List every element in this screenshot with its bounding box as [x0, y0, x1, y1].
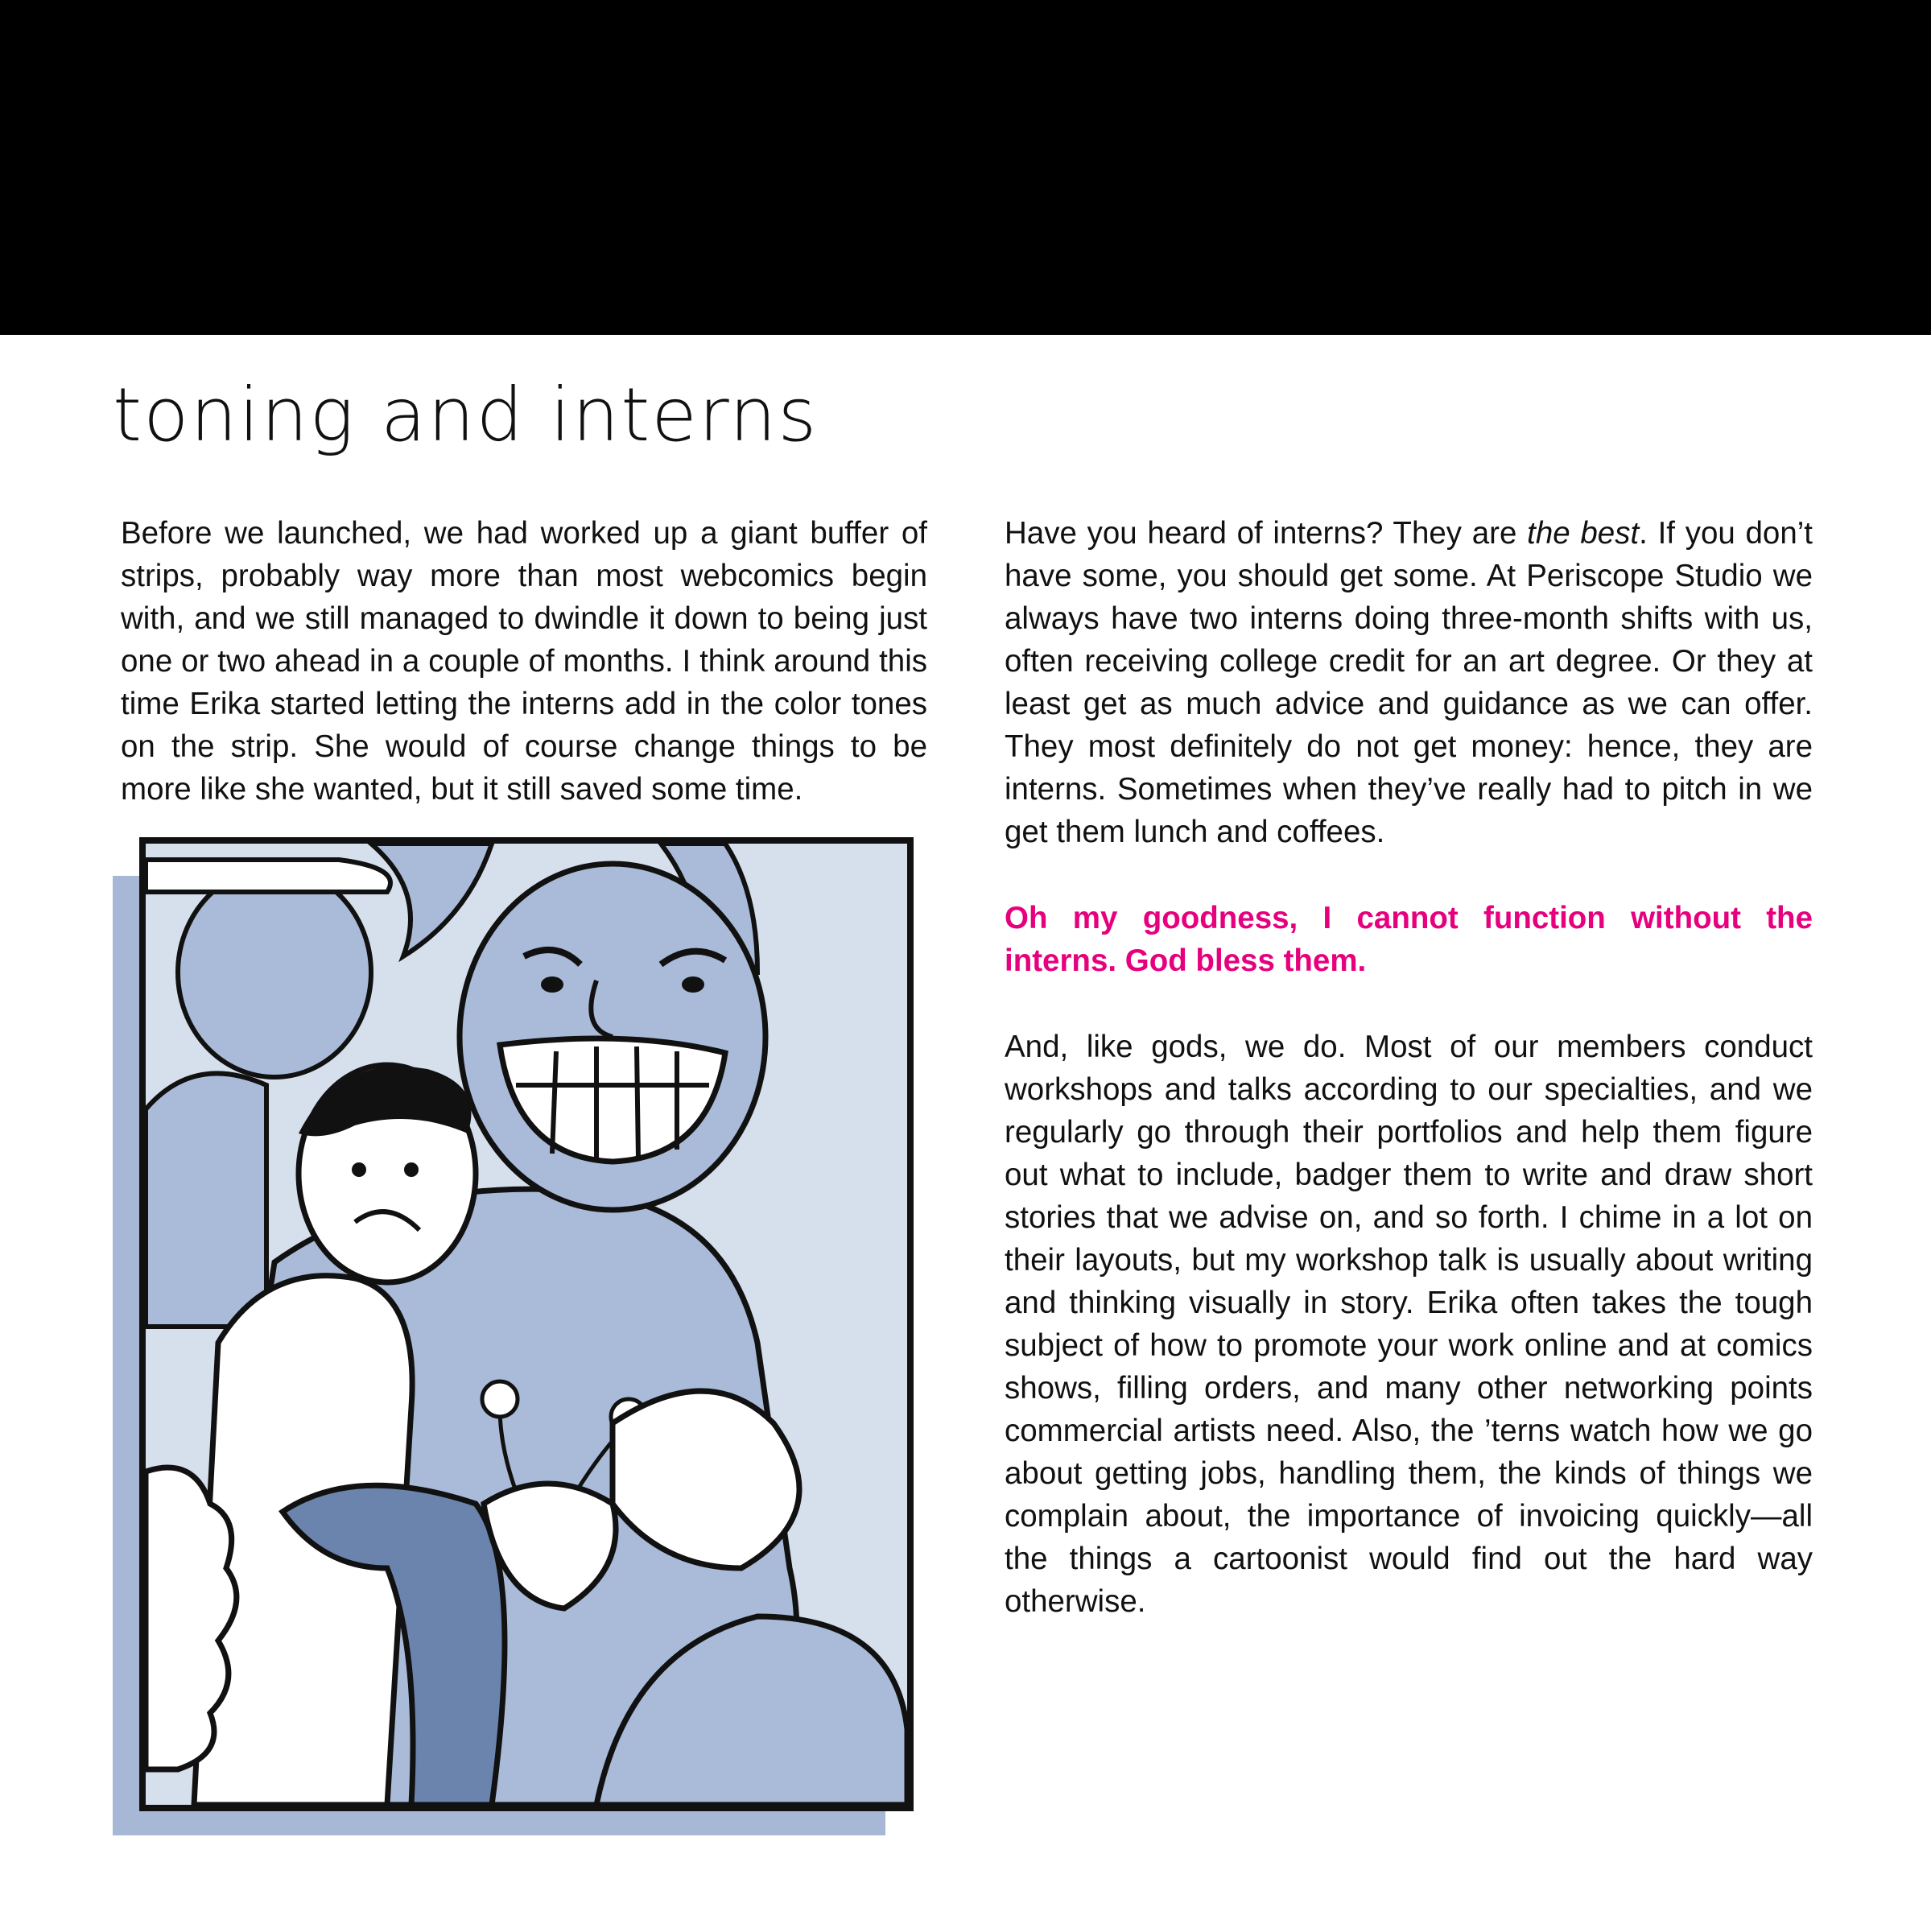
- left-column: [121, 512, 927, 811]
- background-figure-head: [178, 868, 371, 1077]
- paragraph-workshops: And, like gods, we do. Most of our members conduct workshops and talks according to our specialties, and we regularly go through their portfolios and help them figure out what to include, badger them to write and draw short stories that we advise on, and so forth. I chime in a lot on their layouts, but my workshop talk is usually about writing and thinking visually in story. Erika often takes the tough subject of how to promote your work online and at comics shows, filling orders, and many other networking points commercial artists need. Also, the ’terns watch how we go about getting jobs, handling them, the kinds of things we complain about, the importance of invoicing quickly—all the things a cartoonist would find out the hard way otherwise.: [1005, 1030, 1813, 1619]
- paragraph-interns: [1005, 512, 1813, 853]
- pink-comment: Oh my goodness, I cannot function without the interns. God bless them.: [1005, 901, 1813, 978]
- right-column: [1005, 512, 1813, 1623]
- page-title: toning and interns: [113, 372, 819, 458]
- background-figure-body: [146, 1073, 266, 1327]
- italic-the-best: the best: [1527, 516, 1640, 551]
- hatched-sign: [146, 860, 390, 892]
- intern-eye-right: [404, 1162, 419, 1177]
- right-eye: [682, 976, 704, 993]
- comic-panel: [139, 837, 914, 1811]
- comic-illustration: [146, 844, 907, 1805]
- paragraph-interns-start: Have you heard of interns? They are: [1005, 516, 1528, 551]
- left-eye: [541, 976, 563, 993]
- top-black-band: [0, 0, 1931, 335]
- paragraph-interns-rest: . If you don’t have some, you should get some. At Periscope Studio we always have two interns doing three-month shifts with us, often receiving college credit for an art degree. Or they at least get as much advice and guidance as we can offer. They most definitely do not get money: hence, they are interns. Sometimes when they’ve really had to pitch in we get them lunch and coffees.: [1005, 516, 1813, 849]
- intern-eye-left: [352, 1162, 366, 1177]
- paragraph-buffer: Before we launched, we had worked up a giant buffer of strips, probably way more than most webcomics begin with, and we still managed to dwindle it down to being just one or two ahead in a couple of months. I think around this time Erika started letting the interns add in the color tones on the strip. She would of course change things to be more like she wanted, but it still saved some time.: [121, 516, 927, 807]
